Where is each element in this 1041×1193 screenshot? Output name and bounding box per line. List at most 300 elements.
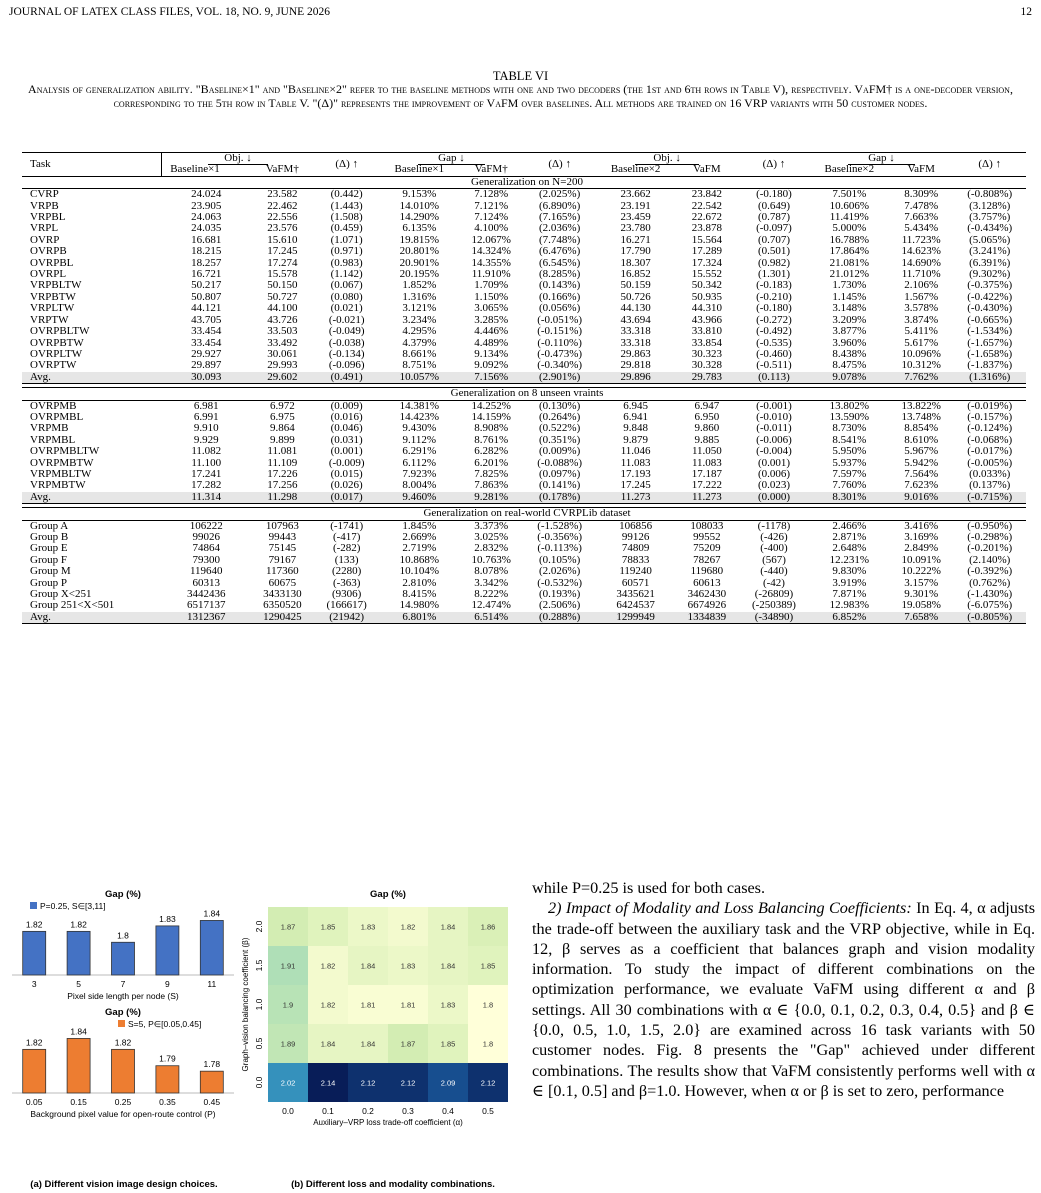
- value-cell: 14.690%: [901, 256, 941, 269]
- bar-value-label: 1.82: [25, 1037, 43, 1048]
- task-cell: VRPL: [30, 222, 59, 235]
- value-cell: 17.256: [267, 479, 298, 492]
- value-cell: 3.209%: [832, 313, 867, 326]
- value-cell: 9.092%: [474, 359, 509, 372]
- value-cell: (0.178%): [523, 492, 596, 504]
- value-cell: 8.301%: [810, 492, 889, 504]
- value-cell: 78833: [621, 553, 650, 566]
- value-cell: 29.993: [267, 359, 298, 372]
- value-cell: 23.905: [191, 199, 222, 212]
- value-cell: 9.301%: [904, 588, 939, 601]
- value-cell: 23.780: [620, 222, 651, 235]
- value-cell: 6.972: [269, 399, 295, 412]
- value-cell: 3.877%: [832, 325, 867, 338]
- value-cell: 7.760%: [832, 479, 867, 492]
- heatmap-value: 1.84: [320, 1039, 336, 1049]
- value-cell: (0.501): [757, 245, 791, 258]
- table-row: [22, 543, 1026, 554]
- value-cell: 33.503: [267, 325, 298, 338]
- value-cell: 14.423%: [399, 410, 439, 423]
- table-row: [22, 349, 1026, 360]
- value-cell: 14.159%: [471, 410, 511, 423]
- task-cell: Group 251<X<501: [30, 599, 115, 612]
- value-cell: (-1741): [330, 519, 364, 532]
- subcol: VaFM†: [474, 163, 508, 176]
- value-cell: 17.245: [620, 479, 651, 492]
- table-row: [22, 326, 1026, 337]
- bar: [112, 1049, 135, 1093]
- value-cell: 3462430: [687, 588, 727, 601]
- task-cell: VRPMBL: [30, 433, 76, 446]
- value-cell: 9.860: [694, 422, 720, 435]
- heatmap-value: 1.81: [400, 1000, 416, 1010]
- value-cell: 3.960%: [832, 336, 867, 349]
- value-cell: 14.623%: [901, 245, 941, 258]
- value-cell: 44.100: [267, 302, 298, 315]
- value-cell: (-0.665%): [967, 313, 1013, 326]
- value-cell: 43.705: [191, 313, 222, 326]
- value-cell: 17.222: [691, 479, 722, 492]
- value-cell: 17.245: [267, 245, 298, 258]
- value-cell: (-0.096): [328, 359, 365, 372]
- value-cell: 11.050: [691, 445, 722, 458]
- value-cell: 8.222%: [474, 588, 509, 601]
- value-cell: (0.015): [330, 467, 363, 480]
- value-cell: (0.000): [738, 492, 809, 504]
- value-cell: 10.868%: [399, 553, 439, 566]
- value-cell: 30.093: [162, 372, 251, 384]
- value-cell: (9306): [332, 588, 362, 601]
- value-cell: (-400): [760, 542, 788, 555]
- value-cell: 6.991: [193, 410, 219, 423]
- value-cell: 17.226: [267, 467, 298, 480]
- value-cell: (-0.201%): [967, 542, 1013, 555]
- task-cell: VRPB: [30, 199, 59, 212]
- value-cell: 12.067%: [471, 233, 511, 246]
- value-cell: 74809: [621, 542, 650, 555]
- value-cell: 60675: [268, 576, 297, 589]
- value-cell: 5.434%: [904, 222, 939, 235]
- value-cell: (0.026): [330, 479, 363, 492]
- value-cell: 17.187: [691, 467, 722, 480]
- value-cell: 10.096%: [901, 347, 941, 360]
- value-cell: 22.672: [691, 211, 722, 224]
- heatmap-value: 1.84: [440, 922, 456, 932]
- heatmap-value: 1.82: [320, 961, 336, 971]
- value-cell: 13.590%: [829, 410, 869, 423]
- value-cell: 9.134%: [474, 347, 509, 360]
- value-cell: 7.124%: [474, 211, 509, 224]
- value-cell: (-0.183): [756, 279, 792, 292]
- value-cell: 60613: [693, 576, 721, 589]
- value-cell: (-1.658%): [967, 347, 1013, 360]
- value-cell: 18.257: [191, 256, 222, 269]
- bar-value-label: 1.82: [25, 919, 43, 930]
- value-cell: (3.241%): [969, 245, 1011, 258]
- table-row: [22, 566, 1026, 577]
- value-cell: (-0.001): [756, 399, 792, 412]
- value-cell: 33.318: [620, 325, 651, 338]
- table-row: [22, 480, 1026, 491]
- table-row: [22, 303, 1026, 314]
- value-cell: (-0.051%): [537, 313, 583, 326]
- value-cell: 78267: [693, 553, 721, 566]
- x-tick-label: 0.3: [402, 1106, 414, 1116]
- value-cell: 24.063: [191, 211, 222, 224]
- value-cell: (1.071): [330, 233, 363, 246]
- value-cell: (-282): [332, 542, 361, 555]
- value-cell: 6.941: [623, 410, 649, 423]
- value-cell: 10.057%: [380, 372, 459, 384]
- value-cell: 44.121: [191, 302, 222, 315]
- x-tick-label: 0.15: [70, 1097, 87, 1107]
- chart-title: Gap (%): [370, 889, 406, 900]
- table-row: [22, 246, 1026, 257]
- page-number: 12: [1020, 6, 1032, 18]
- section-title: Generalization on N=200: [22, 176, 1026, 188]
- caption-b: (b) Different loss and modality combinations.: [291, 1179, 495, 1190]
- value-cell: (21942): [314, 612, 380, 624]
- value-cell: 2.871%: [832, 531, 867, 543]
- value-cell: 11.273: [675, 492, 738, 504]
- value-cell: (-0.038): [328, 336, 365, 349]
- value-cell: 11.081: [267, 445, 298, 458]
- value-cell: 14.324%: [471, 245, 511, 258]
- value-cell: 8.078%: [474, 565, 509, 578]
- value-cell: (1.301): [757, 268, 791, 281]
- value-cell: 9.830%: [832, 565, 867, 578]
- value-cell: 6.291%: [402, 445, 437, 458]
- value-cell: (0.056%): [539, 302, 581, 315]
- value-cell: (1.142): [330, 268, 363, 281]
- value-cell: 6.282%: [474, 445, 509, 458]
- x-tick-label: 5: [76, 979, 81, 989]
- value-cell: (0.130%): [539, 399, 581, 412]
- value-cell: (-250389): [751, 599, 796, 612]
- value-cell: 14.381%: [399, 399, 439, 412]
- value-cell: 6.801%: [380, 612, 459, 624]
- task-cell: OVRPMBTW: [30, 456, 94, 469]
- value-cell: 9.848: [623, 422, 649, 435]
- value-cell: (6.545%): [539, 256, 581, 269]
- value-cell: (-0.004): [756, 445, 792, 458]
- bar: [200, 920, 223, 975]
- subcol: Baseline×1: [394, 163, 445, 176]
- value-cell: 5.000%: [832, 222, 867, 235]
- value-cell: 44.130: [620, 302, 651, 315]
- value-cell: (0.983): [330, 256, 363, 269]
- heatmap-value: 1.84: [360, 961, 376, 971]
- value-cell: 43.726: [267, 313, 298, 326]
- value-cell: 8.541%: [832, 433, 867, 446]
- task-cell: Group F: [30, 553, 67, 566]
- heatmap-value: 1.83: [400, 961, 416, 971]
- value-cell: 18.307: [620, 256, 651, 269]
- value-cell: 4.446%: [474, 325, 509, 338]
- value-cell: 11.723%: [901, 233, 941, 246]
- value-cell: 23.878: [691, 222, 722, 235]
- value-cell: 9.112%: [402, 433, 437, 446]
- value-cell: 60313: [192, 576, 220, 589]
- value-cell: 9.864: [269, 422, 295, 435]
- x-tick-label: 11: [207, 979, 217, 989]
- heatmap-value: 1.84: [440, 961, 456, 971]
- legend-swatch: [30, 902, 37, 909]
- value-cell: (1.443): [330, 199, 363, 212]
- value-cell: 8.761%: [474, 433, 509, 446]
- value-cell: 7.564%: [904, 467, 939, 480]
- value-cell: 33.454: [191, 336, 222, 349]
- table-row: [22, 269, 1026, 280]
- value-cell: 5.411%: [904, 325, 938, 338]
- table-row: [22, 412, 1026, 423]
- value-cell: (-0.298%): [967, 531, 1013, 543]
- table-row: [22, 360, 1026, 371]
- value-cell: (3.757%): [969, 211, 1011, 224]
- task-cell: VRPMBTW: [30, 479, 86, 492]
- legend-swatch: [118, 1020, 125, 1027]
- table-row: [22, 555, 1026, 566]
- value-cell: 12.231%: [829, 553, 869, 566]
- value-cell: (567): [762, 553, 786, 566]
- value-cell: 50.807: [191, 290, 222, 303]
- task-cell: OVRPLTW: [30, 347, 83, 360]
- heatmap-value: 1.83: [360, 922, 376, 932]
- table-row: [22, 292, 1026, 303]
- table-row: [22, 423, 1026, 434]
- value-cell: 1.730%: [832, 279, 867, 292]
- value-cell: (133): [334, 553, 359, 566]
- value-cell: 21.081%: [829, 256, 869, 269]
- task-cell: VRPMBLTW: [30, 467, 92, 480]
- value-cell: 2.106%: [904, 279, 939, 292]
- value-cell: (-0.340%): [537, 359, 583, 372]
- table-row: [22, 600, 1026, 611]
- value-cell: (0.141%): [539, 479, 581, 492]
- task-cell: OVRPBL: [30, 256, 74, 269]
- value-cell: (0.288%): [523, 612, 596, 624]
- task-cell: OVRPL: [30, 268, 67, 281]
- col-delta-4: (Δ) ↑: [953, 153, 1026, 177]
- value-cell: 17.282: [191, 479, 222, 492]
- value-cell: 16.681: [191, 233, 222, 246]
- value-cell: 50.727: [267, 290, 298, 303]
- bar-value-label: 1.8: [117, 930, 129, 941]
- value-cell: 9.430%: [402, 422, 437, 435]
- value-cell: (-0.180): [756, 188, 792, 201]
- value-cell: 8.751%: [402, 359, 437, 372]
- value-cell: 6674926: [687, 599, 727, 612]
- task-cell: OVRP: [30, 233, 60, 246]
- value-cell: (6.391%): [969, 256, 1011, 269]
- value-cell: 14.980%: [399, 599, 439, 612]
- value-cell: 16.721: [191, 268, 222, 281]
- value-cell: 117360: [266, 565, 299, 578]
- value-cell: 33.854: [691, 336, 722, 349]
- x-tick-label: 3: [31, 979, 37, 989]
- heatmap-value: 2.14: [320, 1078, 336, 1088]
- task-cell: OVRPMBLTW: [30, 445, 100, 458]
- value-cell: (0.787): [757, 211, 791, 224]
- value-cell: 8.415%: [402, 588, 437, 601]
- value-cell: (0.031): [330, 433, 363, 446]
- value-cell: 33.318: [620, 336, 651, 349]
- value-cell: 50.726: [620, 290, 651, 303]
- value-cell: (-0.011): [756, 422, 792, 435]
- x-tick-label: 0.45: [203, 1097, 221, 1107]
- value-cell: (-0.375%): [967, 279, 1013, 292]
- value-cell: 44.310: [691, 302, 722, 315]
- value-cell: (-0.009): [328, 456, 365, 469]
- value-cell: 3.285%: [474, 313, 509, 326]
- x-tick-label: 0.1: [322, 1106, 334, 1116]
- value-cell: 8.854%: [904, 422, 939, 435]
- value-cell: (0.009): [330, 399, 363, 412]
- value-cell: 10.091%: [901, 553, 941, 566]
- value-cell: 11.910%: [471, 268, 511, 281]
- bar: [67, 931, 90, 975]
- value-cell: 3.416%: [904, 519, 939, 532]
- col-obj-2: Obj. ↓: [596, 153, 738, 165]
- value-cell: 5.937%: [832, 456, 867, 469]
- value-cell: 3.169%: [904, 531, 939, 543]
- value-cell: (8.285%): [539, 268, 581, 281]
- value-cell: (2.901%): [523, 372, 596, 384]
- value-cell: 75145: [268, 542, 297, 555]
- value-cell: (2.036%): [539, 222, 581, 235]
- value-cell: (2.025%): [539, 188, 581, 201]
- value-cell: 33.810: [691, 325, 722, 338]
- value-cell: 2.849%: [904, 542, 939, 555]
- table-row: [22, 435, 1026, 446]
- value-cell: 13.822%: [901, 399, 941, 412]
- heatmap-value: 1.87: [280, 922, 296, 932]
- bar: [200, 1071, 223, 1093]
- value-cell: 14.252%: [471, 399, 511, 412]
- value-cell: 20.901%: [399, 256, 439, 269]
- value-cell: 1.845%: [402, 519, 437, 532]
- value-cell: (-1.528%): [537, 519, 583, 532]
- col-delta-1: (Δ) ↑: [314, 153, 380, 177]
- value-cell: 50.159: [620, 279, 651, 292]
- value-cell: 5.617%: [904, 336, 939, 349]
- heatmap-value: 1.89: [280, 1039, 296, 1049]
- y-tick-label: 1.0: [254, 998, 264, 1011]
- bar: [23, 1049, 46, 1093]
- bar-value-label: 1.84: [70, 1026, 87, 1037]
- value-cell: 1334839: [675, 612, 738, 624]
- paragraph-1: [532, 898, 1035, 1101]
- heatmap-value: 2.09: [440, 1078, 456, 1088]
- value-cell: 3.065%: [474, 302, 509, 315]
- value-cell: (0.351%): [539, 433, 581, 446]
- value-cell: (0.097%): [539, 467, 581, 480]
- value-cell: (0.459): [330, 222, 363, 235]
- value-cell: (-440): [760, 565, 788, 578]
- task-cell: OVRPBTW: [30, 336, 84, 349]
- value-cell: 11.298: [251, 492, 314, 504]
- value-cell: 17.241: [191, 467, 222, 480]
- task-cell: Group B: [30, 531, 69, 543]
- value-cell: 5.967%: [904, 445, 939, 458]
- value-cell: 20.801%: [399, 245, 439, 258]
- value-cell: (-363): [332, 576, 361, 589]
- value-cell: (-0.110%): [537, 336, 582, 349]
- value-cell: 15.564: [691, 233, 722, 246]
- value-cell: (-0.180): [756, 302, 792, 315]
- heatmap-value: 1.8: [482, 1039, 494, 1049]
- table-row: [22, 201, 1026, 212]
- value-cell: 1.316%: [402, 290, 437, 303]
- col-delta-3: (Δ) ↑: [738, 153, 809, 177]
- value-cell: 11.419%: [829, 211, 869, 224]
- value-cell: (0.264%): [539, 410, 581, 423]
- value-cell: (-0.805%): [953, 612, 1026, 624]
- task-cell: Avg.: [22, 372, 162, 384]
- x-tick-label: 0.2: [362, 1106, 374, 1116]
- table-row: [22, 520, 1026, 532]
- x-axis-label: Background pixel value for open-route control (P): [30, 1109, 216, 1119]
- value-cell: (-0.097): [756, 222, 792, 235]
- paragraph-0: while P=0.25 is used for both cases.: [532, 879, 766, 897]
- value-cell: 7.478%: [904, 199, 939, 212]
- value-cell: (166617): [326, 599, 367, 612]
- value-cell: 4.489%: [474, 336, 509, 349]
- value-cell: 23.582: [267, 188, 298, 201]
- value-cell: 119680: [690, 565, 724, 578]
- value-cell: 43.966: [691, 313, 722, 326]
- value-cell: 12.983%: [829, 599, 869, 612]
- value-cell: (-0.010): [756, 410, 792, 423]
- value-cell: 10.763%: [471, 553, 511, 566]
- value-cell: (-0.808%): [967, 188, 1013, 201]
- value-cell: (-0.151%): [537, 325, 583, 338]
- value-cell: 74864: [192, 542, 220, 555]
- value-cell: 9.879: [623, 433, 649, 446]
- value-cell: 99126: [621, 531, 650, 543]
- value-cell: 12.474%: [471, 599, 511, 612]
- x-tick-label: 0.0: [282, 1106, 294, 1116]
- value-cell: 2.810%: [402, 576, 437, 589]
- value-cell: (5.065%): [969, 233, 1011, 246]
- value-cell: 6.852%: [810, 612, 889, 624]
- value-cell: (-0.511): [756, 359, 792, 372]
- value-cell: (-6.075%): [967, 599, 1013, 612]
- value-cell: 7.597%: [832, 467, 867, 480]
- value-cell: 19.058%: [901, 599, 941, 612]
- value-cell: 8.730%: [832, 422, 867, 435]
- value-cell: (0.006): [757, 467, 791, 480]
- task-cell: VRPLTW: [30, 302, 75, 315]
- col-delta-2: (Δ) ↑: [523, 153, 596, 177]
- heatmap-value: 1.91: [280, 961, 296, 971]
- value-cell: 3442436: [187, 588, 226, 601]
- task-cell: OVRPMBL: [30, 410, 84, 423]
- value-cell: 8.610%: [904, 433, 939, 446]
- table-row: [22, 400, 1026, 412]
- value-cell: 9.460%: [380, 492, 459, 504]
- value-cell: 5.942%: [904, 456, 939, 469]
- x-tick-label: 0.35: [159, 1097, 176, 1107]
- value-cell: 106222: [189, 519, 223, 532]
- value-cell: (0.649): [757, 199, 791, 212]
- value-cell: 22.542: [691, 199, 722, 212]
- value-cell: 15.552: [691, 268, 722, 281]
- value-cell: 4.379%: [402, 336, 437, 349]
- value-cell: 6.981: [193, 399, 219, 412]
- table-row: [22, 469, 1026, 480]
- value-cell: 8.309%: [904, 188, 939, 201]
